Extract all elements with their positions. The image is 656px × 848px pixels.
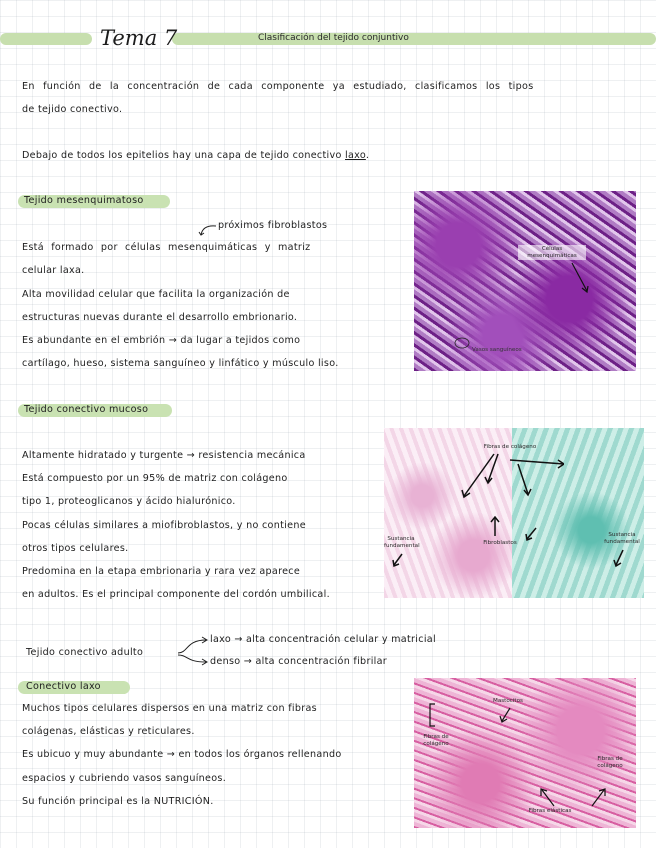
image-loose-tissue — [414, 678, 636, 828]
label-vasos-sanguineos: Vasos sanguíneos — [472, 347, 522, 353]
mucoso-line-5: otros tipos celulares. — [22, 543, 129, 554]
arrows-fibras-icon — [454, 450, 564, 500]
mucoso-line-3: tipo 1, proteoglicanos y ácido hialurónico. — [22, 496, 236, 507]
mesenq-line-2: celular laxa. — [22, 265, 85, 276]
laxo-line-5: Su función principal es la NUTRICIÓN. — [22, 796, 214, 807]
intro-underlined-laxo: laxo — [345, 150, 366, 161]
intro-line-1: En función de la concentración de cada componente ya estudiado, clasificamos los tipos — [22, 81, 534, 92]
label-mastocitos: Mastocitos — [493, 698, 523, 704]
mesenq-line-4: estructuras nuevas durante el desarrollo embrionario. — [22, 312, 298, 323]
arrow-sust1-icon — [390, 552, 404, 568]
intro-line-2: de tejido conectivo. — [22, 104, 123, 115]
arrow-icon — [570, 261, 590, 295]
adulto-branch-laxo: laxo → alta concentración celular y matricial — [210, 634, 436, 645]
heading-laxo: Conectivo laxo — [26, 681, 101, 692]
laxo-line-3: Es ubicuo y muy abundante → en todos los órganos rellenando — [22, 749, 342, 760]
arrow-note-icon — [196, 221, 218, 237]
image-mucous-tissue — [384, 428, 644, 598]
note-proximos-fibroblastos: próximos fibroblastos — [218, 220, 328, 231]
laxo-line-2: colágenas, elásticas y reticulares. — [22, 726, 195, 737]
heading-mucoso: Tejido conectivo mucoso — [24, 404, 149, 415]
mesenq-line-1: Está formado por células mesenquimáticas y matriz — [22, 242, 311, 253]
label-fibras-elasticas: Fibras elásticas — [528, 808, 572, 814]
mesenq-line-3: Alta movilidad celular que facilita la organización de — [22, 289, 290, 300]
heading-mesenquimatoso: Tejido mesenquimatoso — [24, 195, 144, 206]
mucoso-line-7: en adultos. Es el principal componente del cordón umbilical. — [22, 589, 330, 600]
intro-period: . — [365, 150, 370, 161]
intro-line-3-text: Debajo de todos los epitelios hay una capa de tejido conectivo — [22, 150, 342, 161]
bracket-icon — [426, 702, 438, 728]
label-celulas-mesenquimaticas: Células mesenquimáticas — [518, 245, 586, 260]
circle-mark-icon — [452, 335, 472, 351]
branch-arrows-icon — [176, 632, 210, 666]
arrow-fibroblasto-icon — [490, 516, 500, 538]
label-sustancia-fundamental-1: Sustancia fundamental — [384, 536, 420, 549]
mucoso-line-4: Pocas células similares a miofibroblastos, y no contiene — [22, 520, 306, 531]
mucoso-line-6: Predomina en la etapa embrionaria y rara vez aparece — [22, 566, 301, 577]
page-subtitle: Clasificación del tejido conjuntivo — [258, 33, 409, 43]
arrow-sust2-icon — [612, 548, 626, 568]
adulto-label: Tejido conectivo adulto — [26, 647, 144, 658]
mesenq-line-5: Es abundante en el embrión → da lugar a tejidos como — [22, 335, 301, 346]
laxo-line-1: Muchos tipos celulares dispersos en una matriz con fibras — [22, 703, 317, 714]
adulto-branch-denso: denso → alta concentración fibrilar — [210, 656, 388, 667]
mucoso-line-1: Altamente hidratado y turgente → resistencia mecánica — [22, 450, 306, 461]
label-fibras-colageno-left: Fibras de colágeno — [423, 734, 449, 747]
arrows-elast-icon — [538, 784, 608, 810]
header-band-right — [172, 33, 656, 45]
label-fibroblastos: Fibroblastos — [483, 540, 517, 546]
page-title: Tema 7 — [100, 26, 178, 50]
mesenq-line-6: cartílago, hueso, sistema sanguíneo y linfático y músculo liso. — [22, 358, 339, 369]
label-sustancia-fundamental-2: Sustancia fundamental — [604, 532, 640, 545]
laxo-line-4: espacios y cubriendo vasos sanguíneos. — [22, 773, 227, 784]
arrow-mast-icon — [498, 706, 512, 724]
mucoso-line-2: Está compuesto por un 95% de matriz con colágeno — [22, 473, 288, 484]
image-mesenchymal-tissue — [414, 191, 636, 371]
label-fibras-colageno: Fibras de colágeno — [483, 444, 537, 450]
header-band-left — [0, 33, 92, 45]
intro-line-3 — [22, 150, 369, 161]
arrow-fibro2-icon — [524, 526, 538, 542]
label-fibras-colageno-right: Fibras de colágeno — [597, 756, 623, 769]
